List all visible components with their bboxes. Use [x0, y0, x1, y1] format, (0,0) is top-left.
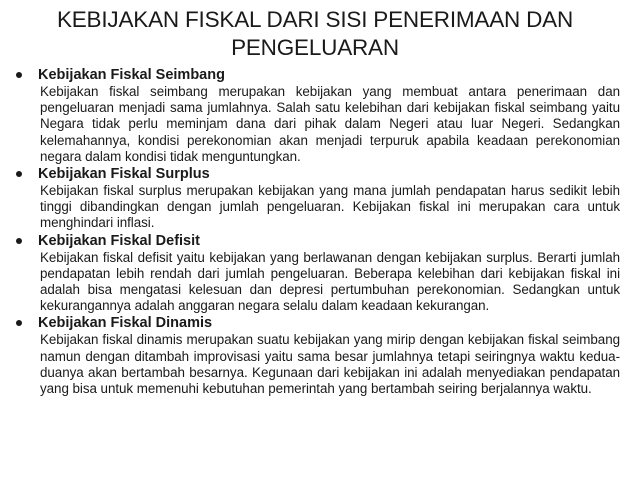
bullet-dot-icon: [16, 72, 22, 78]
bullet-item-dinamis: [10, 314, 620, 397]
slide-title-line-1: KEBIJAKAN FISKAL DARI SISI PENERIMAAN DAN: [56, 7, 574, 32]
bullet-dot-icon: [16, 171, 22, 177]
bullet-body-text: Kebijakan fiskal seimbang merupakan kebijakan yang membuat antara penerimaan dan pengeluaran menjadi sama jumlahnya. Salah satu kelebihan dari kebijakan fiskal seimbang yaitu Negara tidak perlu meminjam dana dari pihak dalam Negeri atau luar Negeri. Sedangkan kelemahannya, kondisi perekonomian akan menjadi terpuruk apabila keadaan perekonomian negara dalam kondisi tidak menguntungkan.: [40, 84, 620, 164]
bullet-list: [10, 66, 620, 397]
bullet-heading: Kebijakan Fiskal Defisit: [38, 232, 200, 249]
bullet-body-text: Kebijakan fiskal defisit yaitu kebijakan yang berlawanan dengan kebijakan surplus. Berarti jumlah pendapatan lebih rendah dari jumlah pengeluaran. Beberapa kelebihan dari kebijakan fiskal ini adalah bisa mengatasi kelesuan dan depresi pertumbuhan perekonomian. Sedangkan untuk kekurangannya adalah anggaran negara selalu dalam keadaan kekurangan.: [40, 249, 620, 314]
bullet-item-surplus: [10, 165, 620, 232]
slide-title: [10, 6, 620, 62]
slide-title-line-2: PENGELUARAN: [231, 35, 399, 60]
bullet-dot-icon: [16, 238, 22, 244]
bullet-dot-icon: [16, 320, 22, 326]
bullet-heading: Kebijakan Fiskal Seimbang: [38, 67, 225, 83]
bullet-body-text: Kebijakan fiskal surplus merupakan kebijakan yang mana jumlah pendapatan harus sedikit lebih tinggi dibandingkan dengan jumlah pengeluaran. Kebijakan fiskal ini merupakan cara untuk menghindari inflasi.: [40, 183, 620, 231]
bullet-heading: Kebijakan Fiskal Surplus: [38, 166, 210, 183]
bullet-heading: Kebijakan Fiskal Dinamis: [38, 315, 213, 332]
bullet-item-defisit: [10, 232, 620, 315]
bullet-body-text: Kebijakan fiskal dinamis merupakan suatu kebijakan yang mirip dengan kebijakan fiskal seimbang namun dengan ditambah improvisasi yaitu sama besar jumlahnya tetapi seiringnya waktu kedua-duanya akan bertambah besarnya. Kegunaan dari kebijakan ini adalah menyediakan pendapatan yang bisa untuk memenuhi kebutuhan pemerintah yang bertambah seiring berjalannya waktu.: [40, 332, 620, 397]
bullet-item-seimbang: [10, 66, 620, 165]
